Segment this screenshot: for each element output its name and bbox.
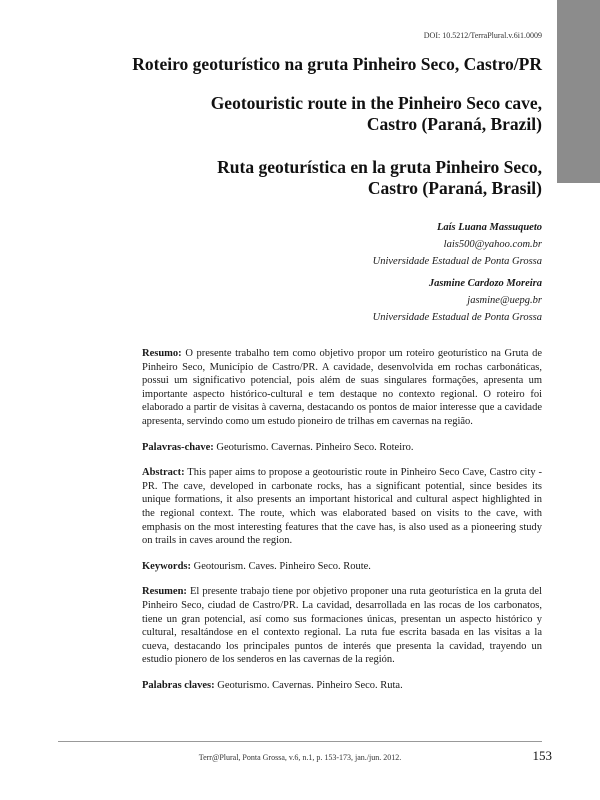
author bbox=[373, 275, 542, 326]
palabras-claves bbox=[142, 679, 542, 693]
title-en: Geotouristic route in the Pinheiro Seco cave, Castro (Paraná, Brazil) bbox=[210, 93, 542, 134]
resumen-text: El presente trabajo tiene por objetivo proponer una ruta geoturística en la gruta del Pinheiro Seco, ciudad de Castro/PR. La cavidad, desarrollada en las rocas de los carbonatos, tiene un gran potencial, así como sus formaciones únicas, presentan un aspecto histórico y cultural, resaltándose en el contexto regional. La ruta fue escrita basada en las visitas a la cueva, destacando los principales puntos de interés que presenta la cavidad, trayendo un estudio pionero de los senderos en las cavernas de la región. bbox=[142, 586, 543, 666]
author-name: Jasmine Cardozo Moreira bbox=[428, 278, 542, 289]
author-email[interactable]: lais500@yahoo.com.br bbox=[443, 239, 542, 250]
palavras-chave-text: Geoturismo. Cavernas. Pinheiro Seco. Roteiro. bbox=[216, 441, 414, 453]
resumo-text: O presente trabalho tem como objetivo propor um roteiro geoturístico na Gruta de Pinheiro Seco, Município de Castro/PR. A cavidade, desenvolvida em rochas carbonáticas, possui um significativo potencial, pois além de suas singulares formações, apresenta um importante aspecto histórico-cultural e tem destaque no contexto regional. O roteiro foi elaborado a partir de visitas à caverna, destacando os pontos de maior interesse que a cavidade apresenta, servindo como um estudo pioneiro de trilhas em cavernas na região. bbox=[142, 348, 543, 427]
abstract bbox=[142, 466, 542, 548]
authors bbox=[373, 219, 542, 331]
author-name: Laís Luana Massuqueto bbox=[436, 222, 542, 233]
side-bar bbox=[557, 0, 600, 183]
palabras-claves-text: Geoturismo. Cavernas. Pinheiro Seco. Ruta. bbox=[217, 679, 403, 691]
keywords bbox=[142, 560, 542, 574]
abstract-text: This paper aims to propose a geotouristic route in Pinheiro Seco Cave, Castro city - PR. The cave, developed in carbonate rocks, has a significant potential, since besides its unique formations, it also presents an important historical and cultural aspect highlighted in the regional context. The route, which was elaborated based on visits to the cave, with emphasis on the most interesting features that the cave has, is also used as a pioneering study on trails in caves around the region. bbox=[142, 467, 543, 547]
doi: DOI: 10.5212/TerraPlural.v.6i1.0009 bbox=[423, 31, 542, 40]
palabras-claves-label: Palabras claves: bbox=[142, 679, 215, 691]
author bbox=[373, 219, 542, 270]
resumo bbox=[142, 347, 542, 429]
title-pt: Roteiro geoturístico na gruta Pinheiro Seco, Castro/PR bbox=[132, 54, 542, 74]
keywords-text: Geotourism. Caves. Pinheiro Seco. Route. bbox=[193, 560, 371, 572]
footer-divider bbox=[58, 741, 542, 742]
abstract-label: Abstract: bbox=[142, 467, 185, 479]
palavras-chave-label: Palavras-chave: bbox=[142, 441, 214, 453]
resumen-label: Resumen: bbox=[142, 586, 187, 598]
footer-citation: Terr@Plural, Ponta Grossa, v.6, n.1, p. 153-173, jan./jun. 2012. bbox=[198, 753, 402, 762]
resumo-label: Resumo: bbox=[142, 348, 182, 359]
author-institution: Universidade Estadual de Ponta Grossa bbox=[372, 256, 542, 267]
resumen bbox=[142, 585, 542, 667]
palavras-chave bbox=[142, 441, 542, 455]
author-institution: Universidade Estadual de Ponta Grossa bbox=[372, 312, 542, 323]
page-number: 153 bbox=[532, 748, 552, 763]
abstracts bbox=[142, 347, 542, 704]
author-email[interactable]: jasmine@uepg.br bbox=[467, 295, 542, 306]
title-es: Ruta geoturística en la gruta Pinheiro Seco, Castro (Paraná, Brasil) bbox=[217, 157, 542, 198]
keywords-label: Keywords: bbox=[142, 560, 191, 572]
titles bbox=[122, 54, 542, 221]
